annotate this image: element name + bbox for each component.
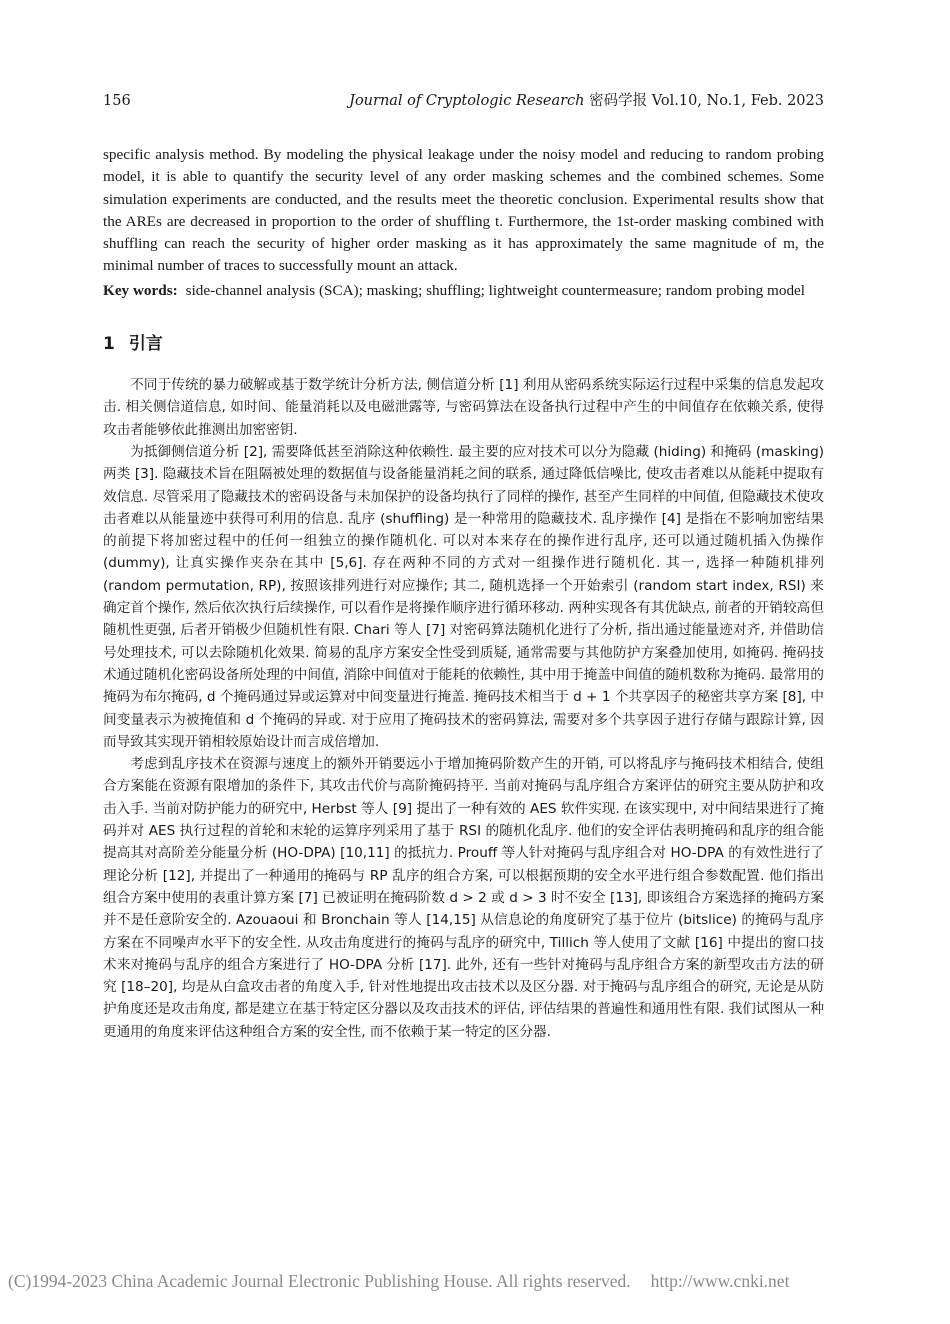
journal-citation (349, 92, 824, 110)
copyright-footer (8, 1270, 942, 1292)
keywords (103, 280, 824, 302)
copyright-notice: (C)1994-2023 China Academic Journal Electronic Publishing House. All rights reserved. (8, 1271, 631, 1291)
running-header (103, 92, 824, 110)
footer-url[interactable]: http://www.cnki.net (650, 1271, 790, 1291)
section-title: 引言 (128, 334, 163, 355)
abstract-continuation: specific analysis method. By modeling the physical leakage under the noisy model and reducing to random probing model, it is able to quantify the security level of any order masking schemes and the combined schemes. Some simulation experiments are conducted, and the results meet the theoretic conclusion. Experimental results show that the AREs are decreased in proportion to the order of shuffling t. Furthermore, the 1st-order masking combined with shuffling can reach the security of higher order masking as it has approximately the same magnitude of m, the minimal number of traces to successfully mount an attack. (103, 146, 824, 275)
journal-volume-info: 密码学报 Vol.10, No.1, Feb. 2023 (584, 93, 824, 109)
main-content (103, 144, 824, 1043)
section-number: 1 (103, 334, 115, 355)
keywords-text: side-channel analysis (SCA); masking; shuffling; lightweight countermeasure; random probing model (185, 281, 806, 299)
body-paragraph-1: 不同于传统的暴力破解或基于数学统计分析方法, 侧信道分析 [1] 利用从密码系统实际运行过程中采集的信息发起攻击. 相关侧信道信息, 如时间、能量消耗以及电磁泄露等, 与密码算法在设备执行过程中产生的中间值存在依赖关系, 使得攻击者能够依此推测出加密密钥. (103, 377, 824, 438)
section-heading (103, 332, 824, 356)
page-number: 156 (103, 93, 131, 109)
keywords-label: Key words: (103, 281, 178, 299)
body-paragraph-3: 考虑到乱序技术在资源与速度上的额外开销要远小于增加掩码阶数产生的开销, 可以将乱序与掩码技术相结合, 使组合方案能在资源有限增加的条件下, 其攻击代价与高阶掩码持平. 当前对掩码与乱序组合方案评估的研究主要从防护和攻击入手. 当前对防护能力的研究中, Herbst 等人 [9] 提出了一种有效的 AES 软件实现. 在该实现中, 对中间结果进行了掩码并对 AES 执行过程的首轮和末轮的运算序列采用了基于 RSI 的随机化乱序. 他们的安全评估表明掩码和乱序的组合能提高其对高阶差分能量分析 (HO-DPA) [10,11] 的抵抗力. Prouff 等人针对掩码与乱序组合对 HO-DPA 的有效性进行了理论分析 [12], 并提出了一种通用的掩码与 RP 乱序的组合方案, 可以根据预期的安全水平进行组合参数配置. 他们指出组合方案中使用的表重计算方案 [7] 已被证明在掩码阶数 d > 2 或 d > 3 时不安全 [13], 即该组合方案选择的掩码方案并不是任意阶安全的. Azouaoui 和 Bronchain 等人 [14,15] 从信息论的角度研究了基于位片 (bitslice) 的掩码与乱序方案在不同噪声水平下的安全性. 从攻击角度进行的掩码与乱序的研究中, Tillich 等人使用了文献 [16] 中提出的窗口技术来对掩码与乱序的组合方案进行了 HO-DPA 分析 [17]. 此外, 还有一些针对掩码与乱序组合方案的新型攻击方法的研究 [18–20], 均是从白盒攻击者的角度入手, 针对性地提出攻击技术以及区分器. 对于掩码与乱序组合的研究, 无论是从防护角度还是攻击角度, 都是建立在基于特定区分器以及攻击技术的评估, 评估结果的普遍性和通用性有限. 我们试图从一种更通用的角度来评估这种组合方案的安全性, 而不依赖于某一特定的区分器. (103, 756, 824, 1040)
journal-name: Journal of Cryptologic Research (349, 93, 585, 109)
body-paragraph-2: 为抵御侧信道分析 [2], 需要降低甚至消除这种依赖性. 最主要的应对技术可以分为隐藏 (hiding) 和掩码 (masking) 两类 [3]. 隐藏技术旨在阻隔被处理的数据值与设备能量消耗之间的联系, 通过降低信噪比, 使攻击者难以从能耗中提取有效信息. 尽管采用了隐藏技术的密码设备与未加保护的设备均执行了同样的操作, 甚至产生同样的中间值, 但隐藏技术使攻击者难以从能量迹中获得可利用的信息. 乱序 (shuffling) 是一种常用的隐藏技术. 乱序操作 [4] 是指在不影响加密结果的前提下将加密过程中的任何一组独立的操作随机化. 可以对本来存在的操作进行乱序, 还可以通过随机插入伪操作 (dummy), 让真实操作夹杂在其中 [5,6]. 存在两种不同的方式对一组操作进行随机化. 其一, 选择一种随机排列 (random permutation, RP), 按照该排列进行对应操作; 其二, 随机选择一个开始索引 (random start index, RSI) 来确定首个操作, 然后依次执行后续操作, 可以看作是将操作顺序进行循环移动. 两种实现各有其优缺点, 前者的开销较高但随机性更强, 后者开销极少但随机性有限. Chari 等人 [7] 对密码算法随机化进行了分析, 指出通过能量迹对齐, 并借助信号处理技术, 可以去除随机化效果. 简易的乱序方案安全性受到质疑, 通常需要与其他防护方案叠加使用, 如掩码. 掩码技术通过随机化密码设备所处理的中间值, 消除中间值对于能耗的依赖性, 其中用于掩盖中间值的随机数称为掩码. 最常用的掩码为布尔掩码, d 个掩码通过异或运算对中间变量进行掩盖. 掩码技术相当于 d + 1 个共享因子的秘密共享方案 [8], 中间变量表示为被掩值和 d 个掩码的异或. 对于应用了掩码技术的密码算法, 需要对多个共享因子进行存储与跟踪计算, 因而导致其实现开销相较原始设计而言成倍增加. (103, 443, 825, 750)
